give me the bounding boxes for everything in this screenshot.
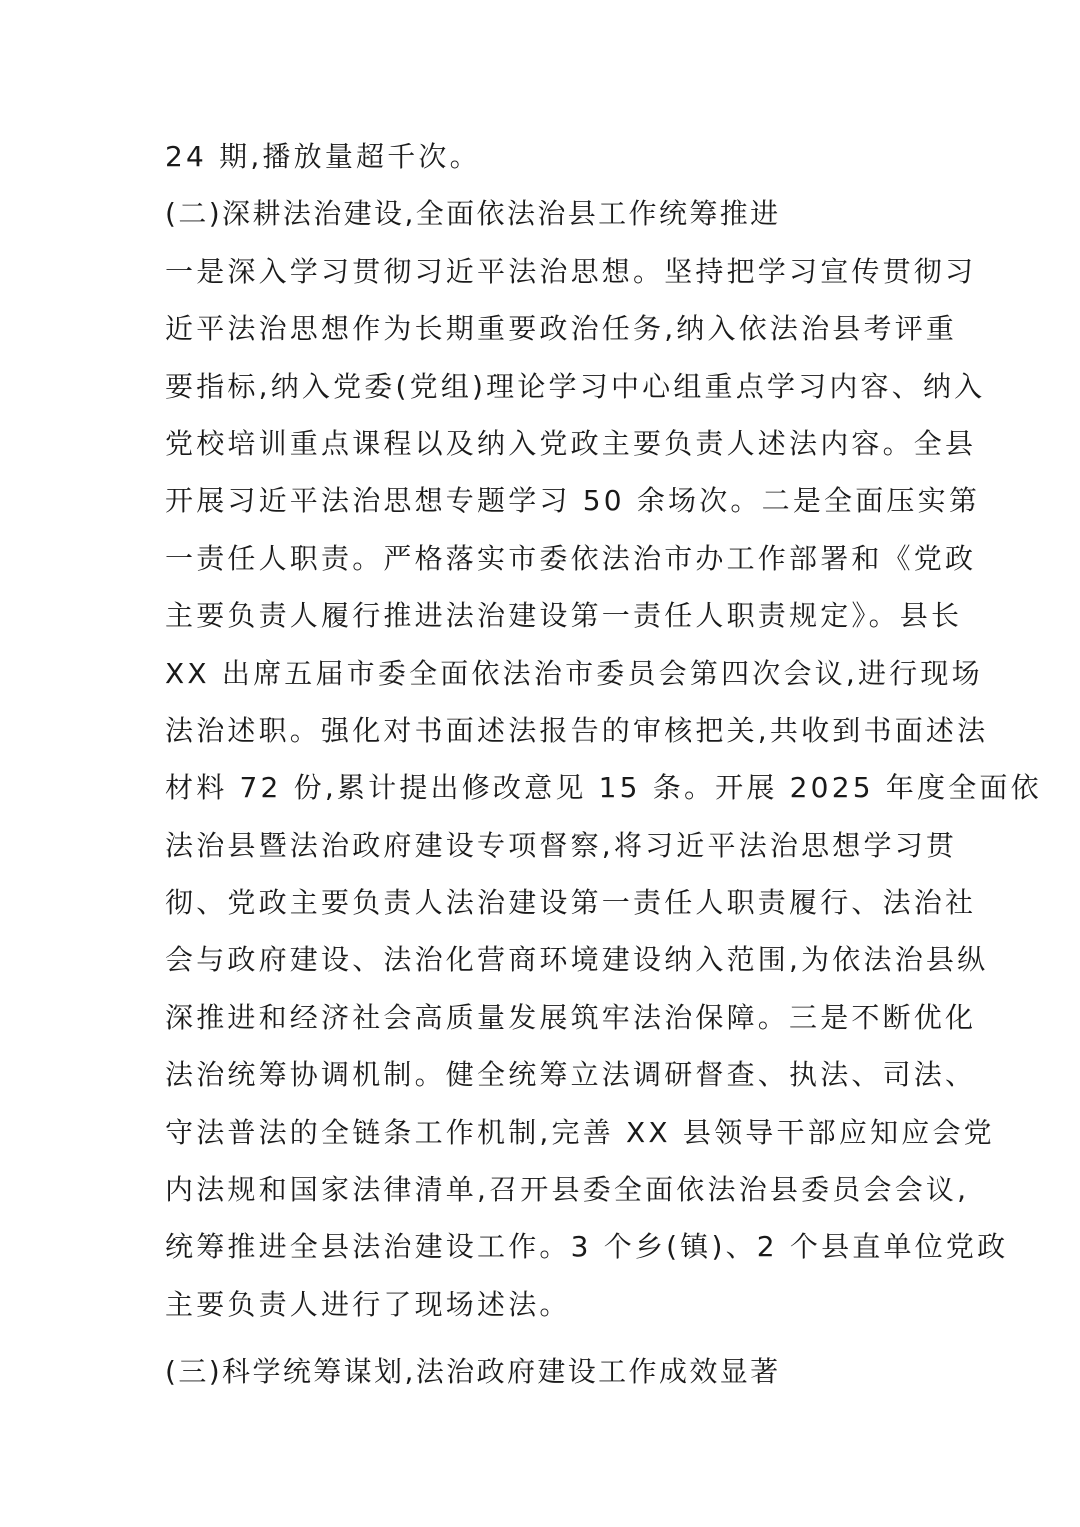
text-line: 一是深入学习贯彻习近平法治思想。坚持把学习宣传贯彻习	[165, 254, 977, 288]
text-line: 材料 72 份,累计提出修改意见 15 条。开展 2025 年度全面依	[165, 771, 1042, 805]
text-line: 24 期,播放量超千次。	[165, 140, 481, 173]
section-heading: (二)深耕法治建设,全面依法治县工作统筹推进	[165, 197, 781, 231]
text-line: 法治述职。强化对书面述法报告的审核把关,共收到书面述法	[165, 713, 989, 747]
document-body	[165, 128, 1042, 1401]
text-line: 开展习近平法治思想专题学习 50 余场次。二是全面压实第	[165, 484, 981, 518]
text-line: 内法规和国家法律清单,召开县委全面依法治县委员会会议,	[165, 1173, 970, 1207]
text-line: 彻、党政主要负责人法治建设第一责任人职责履行、法治社	[165, 886, 977, 920]
text-line: 主要负责人进行了现场述法。	[165, 1287, 571, 1321]
section-heading: (三)科学统筹谋划,法治政府建设工作成效显著	[165, 1355, 781, 1389]
section-gap	[165, 1333, 925, 1343]
text-line: 法治统筹协调机制。健全统筹立法调研督查、执法、司法、	[165, 1058, 977, 1092]
text-line: 要指标,纳入党委(党组)理论学习中心组重点学习内容、纳入	[165, 369, 986, 403]
text-line: XX 出席五届市委全面依法治市委员会第四次会议,进行现场	[165, 656, 983, 690]
text-line: 党校培训重点课程以及纳入党政主要负责人述法内容。全县	[165, 426, 977, 460]
text-line: 一责任人职责。严格落实市委依法治市办工作部署和《党政	[165, 541, 977, 575]
text-line: 会与政府建设、法治化营商环境建设纳入范围,为依法治县纵	[165, 943, 989, 977]
text-line: 深推进和经济社会高质量发展筑牢法治保障。三是不断优化	[165, 1000, 977, 1034]
text-line: 守法普法的全链条工作机制,完善 XX 县领导干部应知应会党	[165, 1115, 995, 1149]
text-line: 主要负责人履行推进法治建设第一责任人职责规定》。县长	[165, 599, 963, 633]
text-line: 法治县暨法治政府建设专项督察,将习近平法治思想学习贯	[165, 828, 958, 862]
text-line: 近平法治思想作为长期重要政治任务,纳入依法治县考评重	[165, 312, 958, 346]
text-line: 统筹推进全县法治建设工作。3 个乡(镇)、2 个县直单位党政	[165, 1230, 1009, 1264]
